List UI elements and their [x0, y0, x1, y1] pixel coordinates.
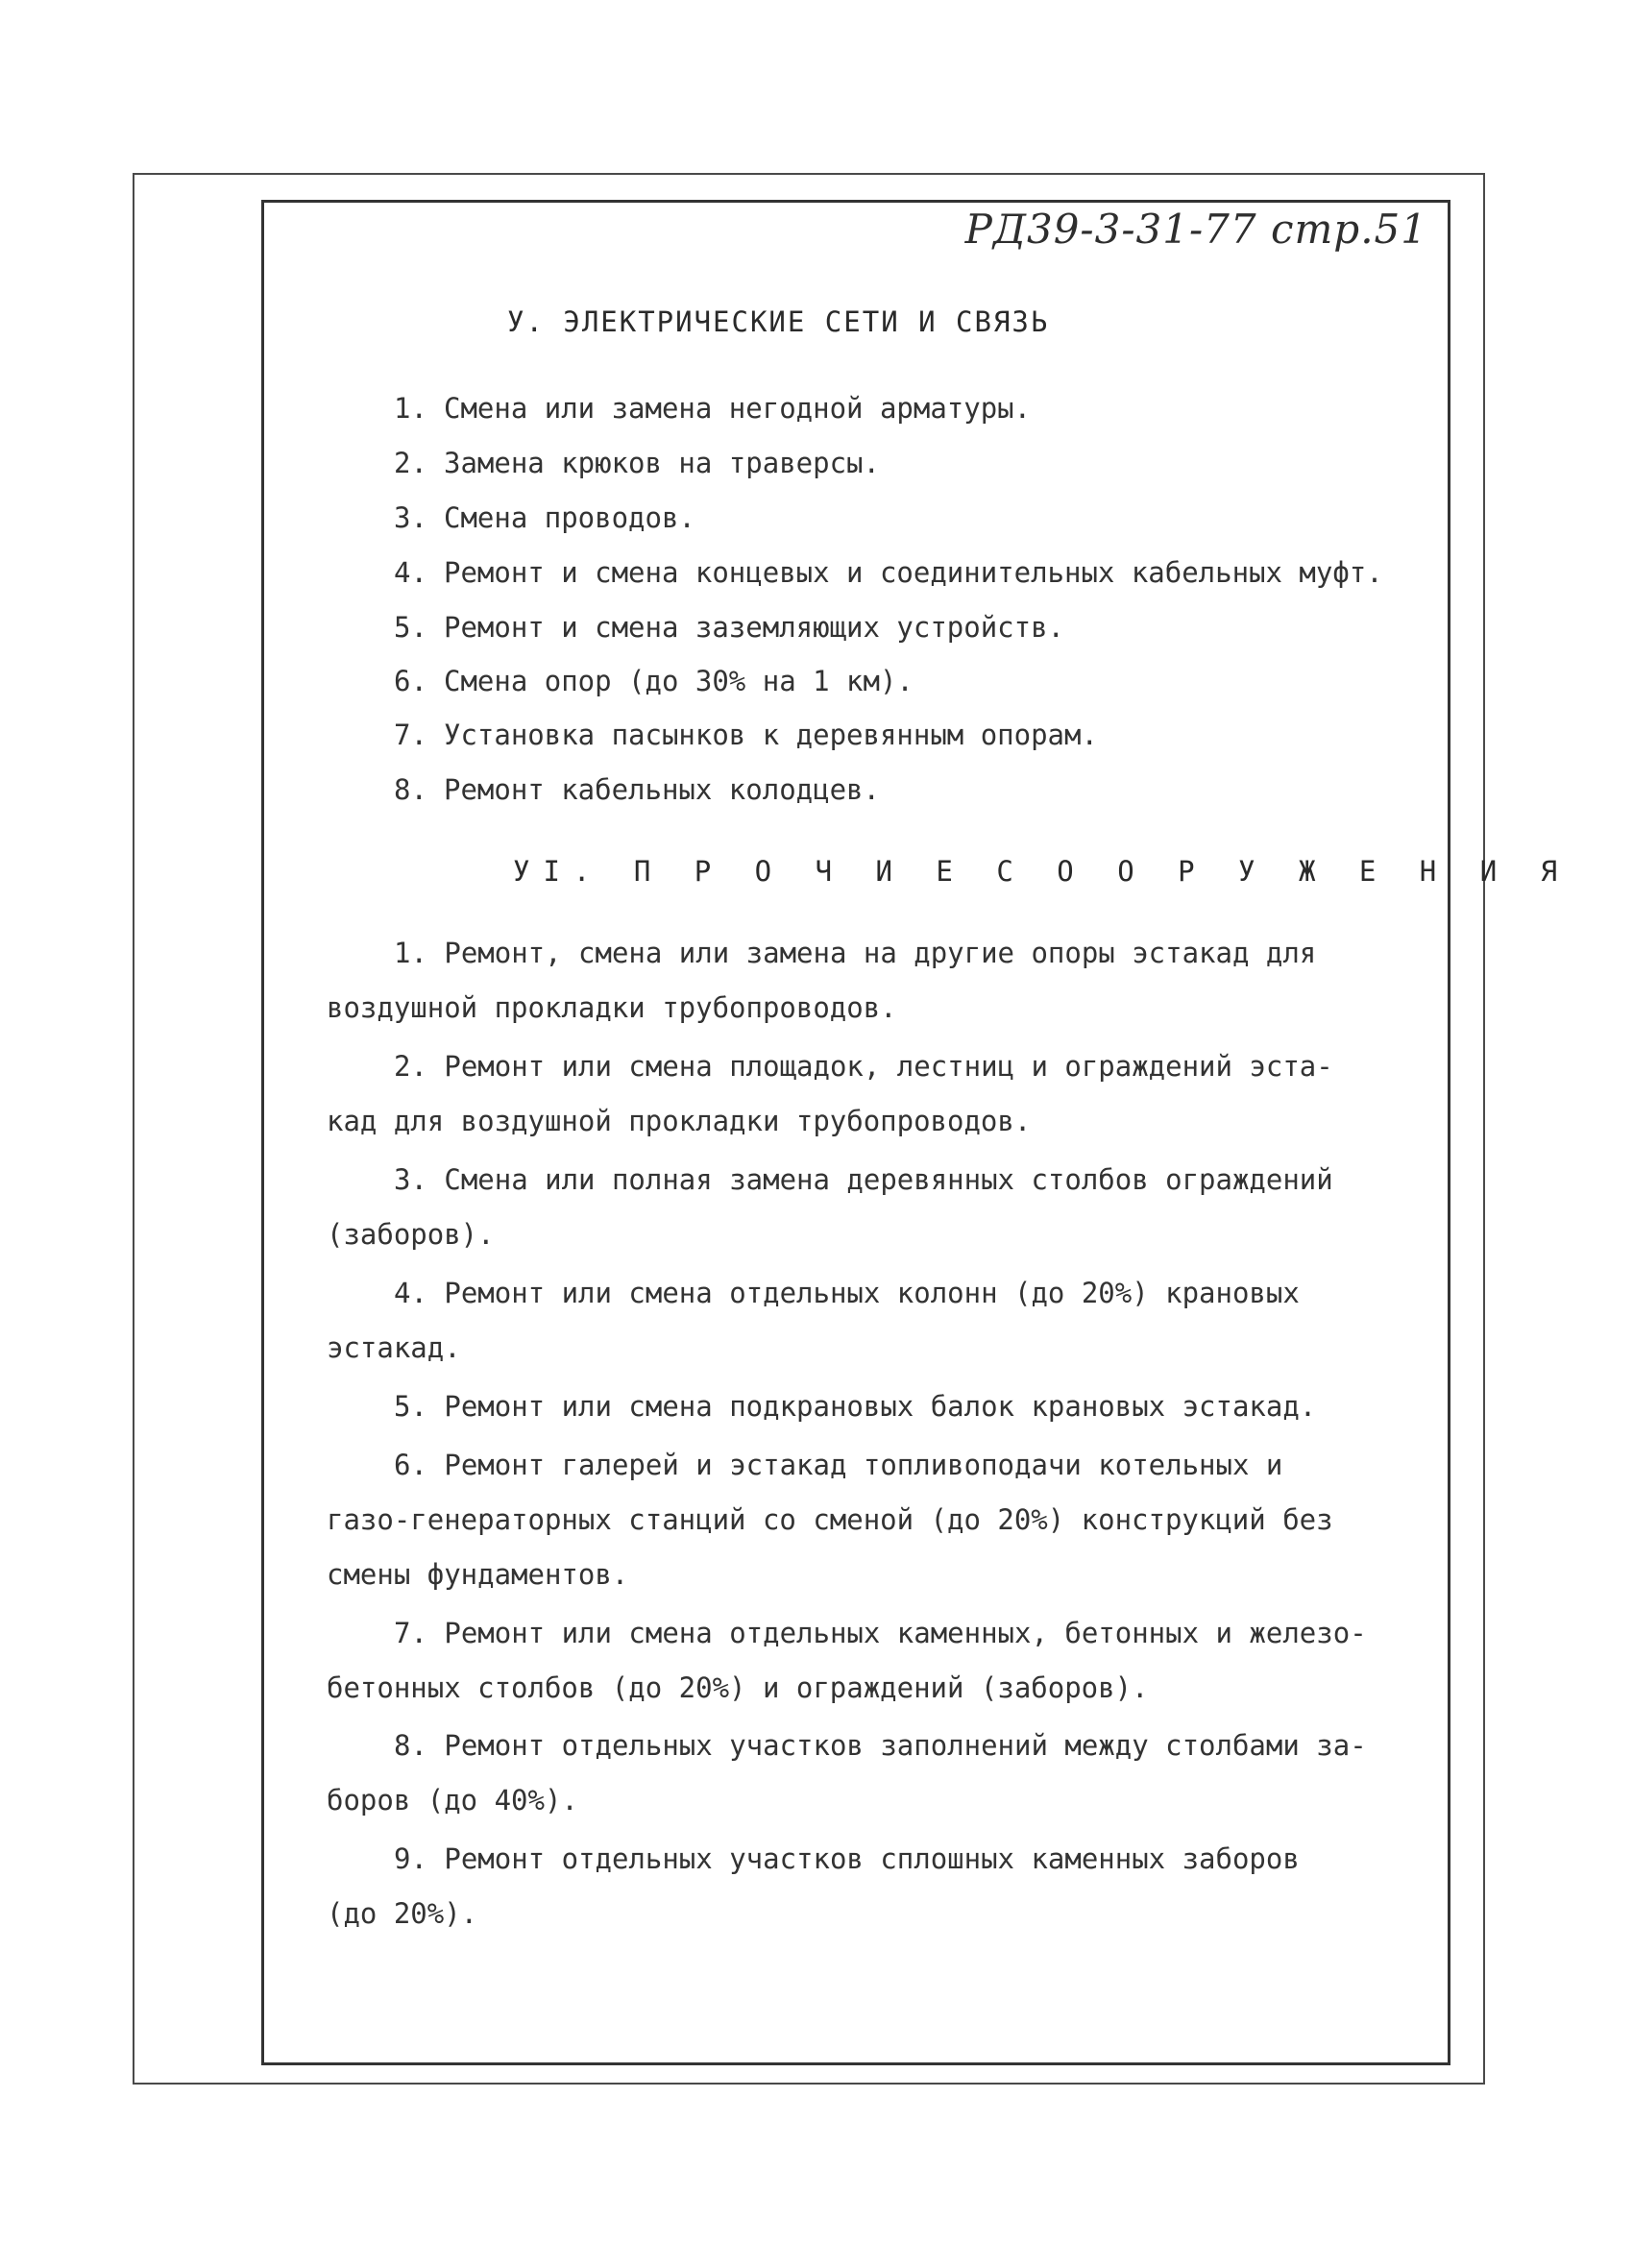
list-item	[394, 447, 880, 479]
paragraph-line: смены фундаментов.	[327, 1558, 629, 1591]
document-code: РД39-3-31-77 стр.51	[964, 206, 1427, 253]
paragraph-line: эстакад.	[327, 1331, 461, 1364]
list-item-text: Ремонт и смена заземляющих устройств.	[444, 611, 1065, 644]
list-item	[394, 556, 1383, 589]
paragraph-line: 7. Ремонт или смена отдельных каменных, бетонных и железо-	[394, 1617, 1367, 1649]
paragraph-line: 2. Ремонт или смена площадок, лестниц и ограждений эста-	[394, 1050, 1333, 1083]
list-item	[394, 501, 695, 534]
paragraph-line: (до 20%).	[327, 1897, 478, 1930]
section-vi-title: УI. П Р О Ч И Е С О О Р У Ж Е Н И Я	[513, 855, 1572, 888]
list-item-number: 4.	[394, 556, 427, 589]
list-item-number: 6.	[394, 665, 427, 697]
list-item	[394, 611, 1064, 644]
paragraph-line: (заборов).	[327, 1218, 495, 1251]
paragraph-line: бетонных столбов (до 20%) и ограждений (заборов).	[327, 1671, 1149, 1704]
list-item-text: Установка пасынков к деревянным опорам.	[444, 719, 1098, 751]
paragraph-line: газо-генераторных станций со сменой (до 20%) конструкций без	[327, 1503, 1333, 1536]
paragraph-line: 1. Ремонт, смена или замена на другие опоры эстакад для	[394, 937, 1317, 969]
paragraph-line: 6. Ремонт галерей и эстакад топливоподачи котельных и	[394, 1449, 1283, 1481]
list-item-text: Смена опор (до 30% на 1 км).	[444, 665, 914, 697]
paragraph-line: 5. Ремонт или смена подкрановых балок крановых эстакад.	[394, 1390, 1317, 1423]
section-v-title: У. ЭЛЕКТРИЧЕСКИЕ СЕТИ И СВЯЗЬ	[507, 305, 1050, 338]
list-item-text: Ремонт кабельных колодцев.	[444, 773, 880, 806]
list-item-number: 2.	[394, 447, 427, 479]
list-item-text: Ремонт и смена концевых и соединительных кабельных муфт.	[444, 556, 1383, 589]
list-item-text: Замена крюков на траверсы.	[444, 447, 880, 479]
paragraph-line: 9. Ремонт отдельных участков сплошных каменных заборов	[394, 1842, 1300, 1875]
list-item-number: 5.	[394, 611, 427, 644]
list-item	[394, 719, 1098, 751]
paragraph-line: боров (до 40%).	[327, 1784, 578, 1817]
paragraph-line: 3. Смена или полная замена деревянных столбов ограждений	[394, 1163, 1333, 1196]
list-item-text: Смена или замена негодной арматуры.	[444, 392, 1032, 425]
list-item-text: Смена проводов.	[444, 501, 695, 534]
paragraph-line: кад для воздушной прокладки трубопроводов.	[327, 1105, 1032, 1137]
list-item	[394, 392, 1031, 425]
list-item	[394, 665, 914, 697]
paragraph-line: 4. Ремонт или смена отдельных колонн (до 20%) крановых	[394, 1277, 1300, 1309]
paragraph-line: воздушной прокладки трубопроводов.	[327, 991, 897, 1024]
list-item-number: 8.	[394, 773, 427, 806]
list-item-number: 3.	[394, 501, 427, 534]
list-item	[394, 773, 880, 806]
list-item-number: 7.	[394, 719, 427, 751]
list-item-number: 1.	[394, 392, 427, 425]
paragraph-line: 8. Ремонт отдельных участков заполнений между столбами за-	[394, 1729, 1367, 1762]
